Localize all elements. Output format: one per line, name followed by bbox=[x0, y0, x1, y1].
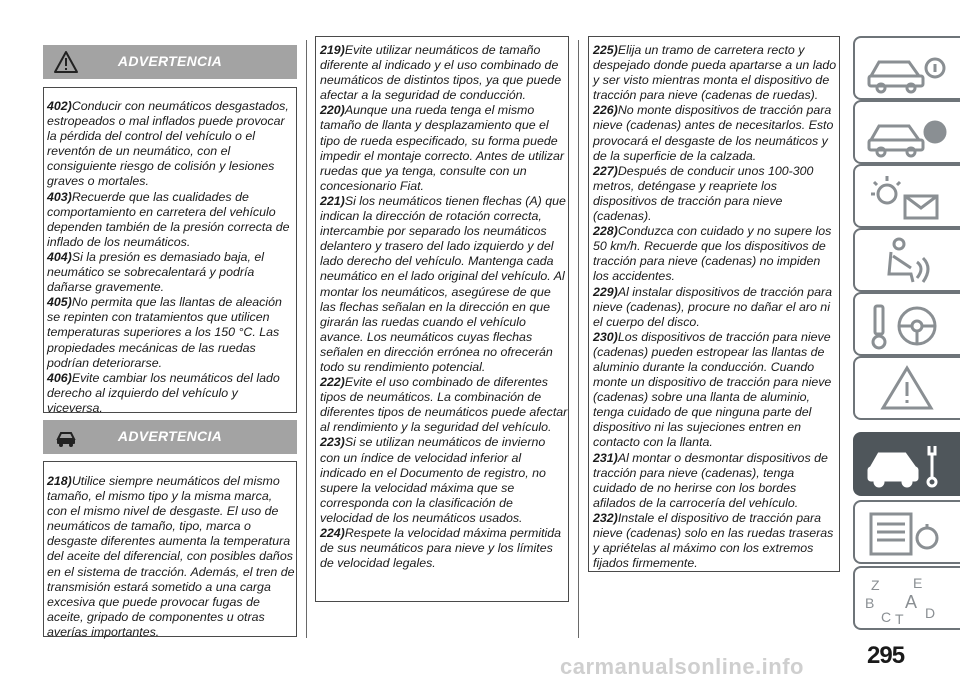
warning-title: ADVERTENCIA bbox=[117, 53, 223, 69]
svg-text:Z: Z bbox=[871, 577, 880, 593]
alphabetical-index-icon bbox=[861, 572, 953, 626]
entry-223: 223)Si se utilizan neumáticos de invierno con un índice de velocidad inferior al indicado en el Documento de registro, no supere la velocidad máxima que se corresponda con la clasificación de velocidad de los neumáticos usados. bbox=[320, 435, 546, 525]
entry-228: 228)Conduzca con cuidado y no supere los 50 km/h. Recuerde que los dispositivos de tracción para nieve (cadenas) no impiden los accidentes. bbox=[593, 224, 832, 284]
warning-header-2 bbox=[43, 420, 297, 454]
car-info-i-icon bbox=[861, 106, 953, 160]
entry-230: 230)Los dispositivos de tracción para nieve (cadenas) pueden estropear las llantas de aluminio durante la conducción. Cuando monte un dispositivo de tracción para nieve (cadenas) sobre una llanta de aluminio, tenga cuidado de que ninguna parte del dispositivo ni las sujeciones entren en contacto con la llanta. bbox=[593, 329, 832, 450]
column-3-text bbox=[593, 43, 839, 571]
entry-229: 229)Al instalar dispositivos de tracción para nieve (cadenas), procure no dañar el aro ni el cuerpo del disco. bbox=[593, 284, 832, 329]
entry-221: 221)Si los neumáticos tienen flechas (A) que indican la dirección de rotación correcta, intercambie por separado los neumáticos delantero y trasero del lado izquierdo y del lado derecho del vehículo. Mantenga cada neumático en el lado original del vehículo. Al montar los neumáticos, asegúrese de que las flechas señalan en la dirección en que girarán las ruedas cuando el vehículo avance. Los neumáticos cuyas flechas señalen en dirección errónea no ofrecerán todo su rendimiento potencial. bbox=[320, 193, 566, 374]
car-maintenance-icon bbox=[861, 438, 953, 492]
entry-222: 222)Evite el uso combinado de diferentes tipos de neumáticos. La combinación de diferentes tipos de neumáticos puede afectar al rendimiento y la seguridad del vehículo. bbox=[320, 375, 568, 435]
warning-2-text bbox=[47, 474, 295, 640]
sidebar-tab-emergency[interactable] bbox=[853, 356, 960, 420]
column-separator bbox=[306, 40, 307, 638]
entry-402: 402)Conducir con neumáticos desgastados, estropeados o mal inflados puede provocar la pérdida del control del vehículo o el reventón de un neumático, con el consiguiente riesgo de colisión y lesiones graves o mortales. bbox=[47, 99, 289, 189]
svg-text:D: D bbox=[925, 605, 936, 621]
entry-225: 225)Elija un tramo de carretera recto y despejado donde pueda apartarse a un lado y ser visto mientras monta el dispositivo de tracción para nieve (cadenas de ruedas). bbox=[593, 43, 837, 103]
sidebar-tab-dashboard-lights[interactable] bbox=[853, 164, 960, 228]
seat-safety-icon bbox=[861, 234, 953, 288]
warning-header-1 bbox=[43, 45, 297, 79]
entry-226: 226)No monte dispositivos de tracción para nieve (cadenas) antes de necesitarlos. Esto provocará el desgaste de los neumáticos y de la superficie de la calzada. bbox=[593, 103, 834, 163]
sidebar-tab-steering-key[interactable] bbox=[853, 292, 960, 356]
entry-405: 405)No permita que las llantas de aleación se repinten con tratamientos que utilicen temperaturas superiores a los 150 °C. Las propiedades mecánicas de las ruedas podrían deteriorarse. bbox=[47, 295, 282, 370]
column-2-text bbox=[320, 43, 568, 571]
emergency-icon bbox=[861, 362, 953, 416]
entry-406: 406)Evite cambiar los neumáticos del lado derecho al izquierdo del vehículo y viceversa. bbox=[47, 370, 280, 415]
watermark: carmanualsonline.info bbox=[560, 654, 804, 679]
steering-key-icon bbox=[861, 298, 953, 352]
svg-text:B: B bbox=[865, 595, 875, 611]
warning-1-text bbox=[47, 99, 295, 416]
entry-220: 220)Aunque una rueda tenga el mismo tamaño de llanta y desplazamiento que el tipo de rueda especificado, su forma puede impedir el montaje correcto. Antes de utilizar ruedas que ya tenga, consulte con un concesionario Fiat. bbox=[320, 103, 565, 193]
car-info-icon bbox=[861, 42, 953, 96]
entry-404: 404)Si la presión es demasiado baja, el neumático se sobrecalentará y podría dañarse gravemente. bbox=[47, 249, 264, 295]
entry-219: 219)Evite utilizar neumáticos de tamaño diferente al indicado y el uso combinado de neumáticos de distintos tipos, ya que puede afectar a la seguridad de conducción. bbox=[320, 43, 562, 103]
sidebar-tab-alphabetical-index[interactable] bbox=[853, 566, 960, 630]
entry-224: 224)Respete la velocidad máxima permitida de sus neumáticos para nieve y los límites de velocidad legales. bbox=[320, 526, 562, 571]
svg-text:C: C bbox=[881, 609, 892, 625]
warning-title: ADVERTENCIA bbox=[117, 428, 223, 444]
sidebar-tab-car-i[interactable] bbox=[853, 100, 960, 164]
dashboard-lights-icon bbox=[861, 170, 953, 224]
svg-text:E: E bbox=[913, 575, 923, 591]
entry-231: 231)Al montar o desmontar dispositivos de tracción para nieve (cadenas), tenga cuidado de no herirse con los bordes afilados de la carrocería del vehículo. bbox=[593, 450, 828, 510]
svg-text:T: T bbox=[895, 611, 904, 626]
page-number: 295 bbox=[867, 642, 905, 669]
entry-218: 218)Utilice siempre neumáticos del mismo tamaño, el mismo tipo y la misma marca, con el mismo nivel de desgaste. El uso de neumáticos de tamaño, tipo, marca o desgaste diferentes aumenta la temperatura del aceite del diferencial, con posibles daños en el sistema de tracción. Además, el tren de transmisión estará sometido a una carga excesiva que puede provocar fugas de aceite, gripado de componentes u otras averías importantes. bbox=[47, 474, 295, 639]
column-separator bbox=[578, 40, 579, 638]
sidebar-tab-maintenance[interactable] bbox=[853, 432, 960, 496]
svg-text:A: A bbox=[905, 592, 918, 612]
sidebar-tab-technical-data[interactable] bbox=[853, 500, 960, 564]
sidebar-tab-car-info[interactable] bbox=[853, 36, 960, 100]
entry-232: 232)Instale el dispositivo de tracción para nieve (cadenas) solo en las ruedas traseras y apriételas al máximo con los extremos fijados firmemente. bbox=[593, 510, 834, 571]
sidebar-tab-seat-safety[interactable] bbox=[853, 228, 960, 292]
entry-403: 403)Recuerde que las cualidades de comportamiento en carretera del vehículo dependen también de la presión correcta de inflado de los neumáticos. bbox=[47, 189, 290, 249]
technical-data-icon bbox=[861, 506, 953, 560]
entry-227: 227)Después de conducir unos 100-300 metros, deténgase y reapriete los dispositivos de tracción para nieve (cadenas). bbox=[593, 163, 814, 224]
